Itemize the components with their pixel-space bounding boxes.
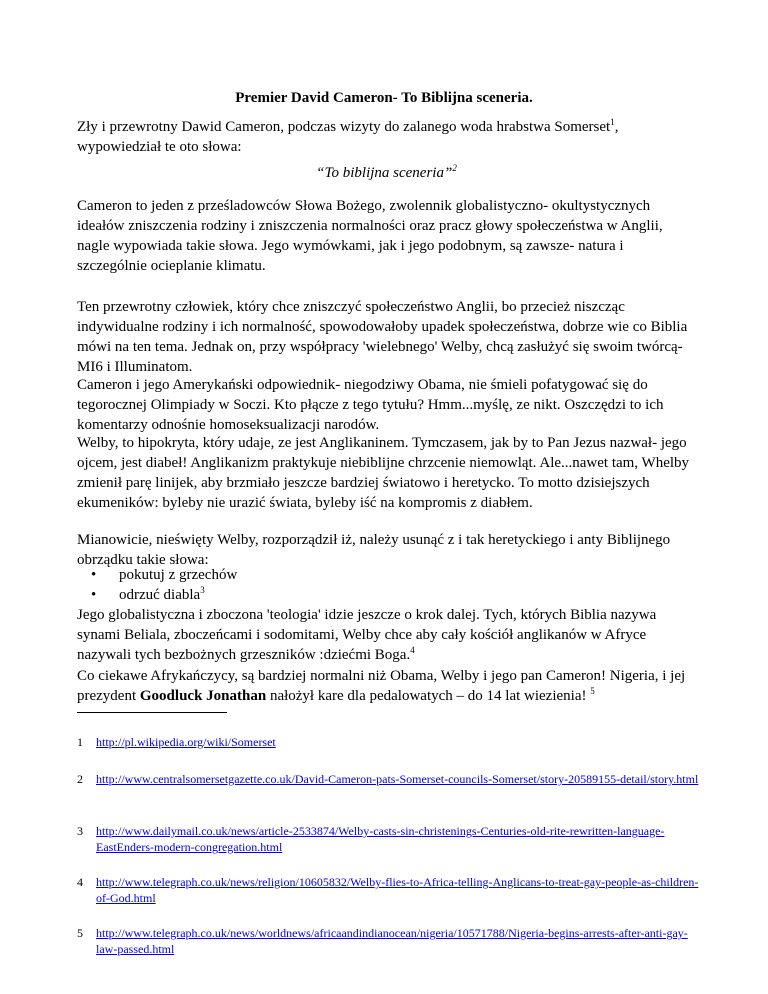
footnote-number: 4: [77, 875, 83, 889]
quote: [77, 163, 696, 183]
paragraph-8: [77, 666, 696, 706]
footnote-link[interactable]: http://pl.wikipedia.org/wiki/Somerset: [96, 735, 276, 749]
footnote-2: [77, 771, 708, 787]
quote-text: “To biblijna sceneria”: [316, 165, 453, 181]
footnote-ref-1[interactable]: 1: [610, 117, 615, 127]
paragraph-1: [77, 117, 696, 157]
footnote-number: 5: [77, 926, 83, 940]
paragraph-6-text: Mianowicie, nieświęty Welby, rozporządził iż, należy usunąć z i tak heretyckiego i anty Biblijnego obrządku takie słowa:: [77, 532, 671, 568]
footnote-ref-3[interactable]: 3: [200, 585, 205, 595]
paragraph-2: [77, 196, 696, 276]
footnote-number: 1: [77, 735, 83, 749]
footnote-4: [77, 874, 708, 906]
footnote-link[interactable]: http://www.centralsomersetgazette.co.uk/David-Cameron-pats-Somerset-councils-Somerset/story-20589155-detail/story.html: [96, 772, 699, 786]
footnote-link[interactable]: http://www.telegraph.co.uk/news/worldnews/africaandindianocean/nigeria/10571788/Nigeria-begins-arrests-after-anti-gay-law-passed.html: [96, 926, 688, 956]
paragraph-1-text: Zły i przewrotny Dawid Cameron, podczas wizyty do zalanego woda hrabstwa Somerset: [77, 119, 611, 135]
bullet-item: [77, 585, 696, 605]
paragraph-3: [77, 297, 696, 377]
paragraph-8-tail: nałożył kare dla pedalowatych – do 14 lat wiezienia!: [266, 688, 591, 704]
bullet-list: [77, 565, 696, 605]
paragraph-8-text: Co ciekawe Afrykańczycy, są bardziej normalni niż Obama, Welby i jego pan Cameron! Nigeria, i jej prezydent: [77, 668, 686, 704]
paragraph-3-text: Ten przewrotny człowiek, który chce zniszczyć społeczeństwo Anglii, bo przecież niszcząc indywidualne rodziny i ich normalność, spowodowałoby upadek społeczeństwa, dobrze wie co Biblia mówi na ten tema. Jednak on, przy współpracy 'wielebnego' Welby, chcą zasłużyć się swoim twórcą- MI6 i Illuminatom.: [77, 299, 688, 375]
bullet-dot-icon: •: [91, 587, 97, 603]
bullet-dot-icon: •: [91, 567, 97, 583]
paragraph-6: [77, 530, 696, 570]
bullet-text: pokutuj z grzechów: [119, 567, 238, 583]
paragraph-7-text: Jego globalistyczna i zboczona 'teologia' idzie jeszcze o krok dalej. Tych, których Biblia nazywa synami Beliala, zboczeńcami i sodomitami, Welby chce aby cały kościół anglikanów w Afryce nazywali tych bezbożnych grzeszników :dziećmi Boga.: [77, 607, 657, 663]
footnote-ref-4[interactable]: 4: [410, 645, 415, 655]
footnote-5: [77, 925, 708, 957]
paragraph-5-text: Welby, to hipokryta, który udaje, ze jest Anglikaninem. Tymczasem, jak by to Pan Jezus nazwał- jego ojcem, jest diabeł! Anglikanizm praktykuje niebiblijne chrzcenie niemowląt. Ale...nawet tam, Whelby zmienił parę linijek, aby brzmiało jeszcze bardziej światowo i heretycko. To motto dzisiejszych ekumeników: byleby nie urazić świata, byleby iść na kompromis z diabłem.: [77, 435, 690, 511]
footnote-link[interactable]: http://www.telegraph.co.uk/news/religion/10605832/Welby-flies-to-Africa-telling-Anglicans-to-treat-gay-people-as-children-of-God.html: [96, 875, 699, 905]
footnote-separator: [77, 712, 227, 713]
footnote-ref-2[interactable]: 2: [452, 163, 457, 173]
paragraph-2-text: Cameron to jeden z prześladowców Słowa Bożego, zwolennik globalistyczno- okultystycznych ideałów zniszczenia rodziny i zniszczenia normalności oraz pracz głowy społeczeństwa w Anglii, nagle wypowiada takie słowa. Jego wymówkami, jak i jego podobnym, są zawsze- natura i szczególnie ocieplanie klimatu.: [77, 198, 663, 274]
paragraph-7: [77, 605, 696, 665]
document-title: Premier David Cameron- To Biblijna sceneria.: [235, 90, 533, 106]
footnote-ref-5[interactable]: 5: [590, 686, 595, 696]
paragraph-4-text: Cameron i jego Amerykański odpowiednik- niegodziwy Obama, nie śmieli pofatygować się do tegorocznej Olimpiady w Soczi. Kto płącze z tego tytułu? Hmm...myślę, ze nikt. Oszczędzi to ich komentarzy odnośnie homoseksualizacji narodów.: [77, 377, 664, 433]
paragraph-1-tail: , wypowiedział te oto słowa:: [77, 119, 619, 155]
footnote-1: [77, 734, 708, 750]
president-name: Goodluck Jonathan: [139, 688, 267, 704]
footnote-number: 2: [77, 772, 83, 786]
bullet-text: odrzuć diabla: [119, 587, 201, 603]
paragraph-5: [77, 433, 696, 513]
footnote-number: 3: [77, 824, 83, 838]
paragraph-4: [77, 375, 696, 435]
footnote-link[interactable]: http://www.dailymail.co.uk/news/article-2533874/Welby-casts-sin-christenings-Centuries-old-rite-rewritten-language-EastEnders-modern-congregation.html: [96, 824, 665, 854]
bullet-item: [77, 565, 696, 585]
footnote-3: [77, 823, 708, 855]
